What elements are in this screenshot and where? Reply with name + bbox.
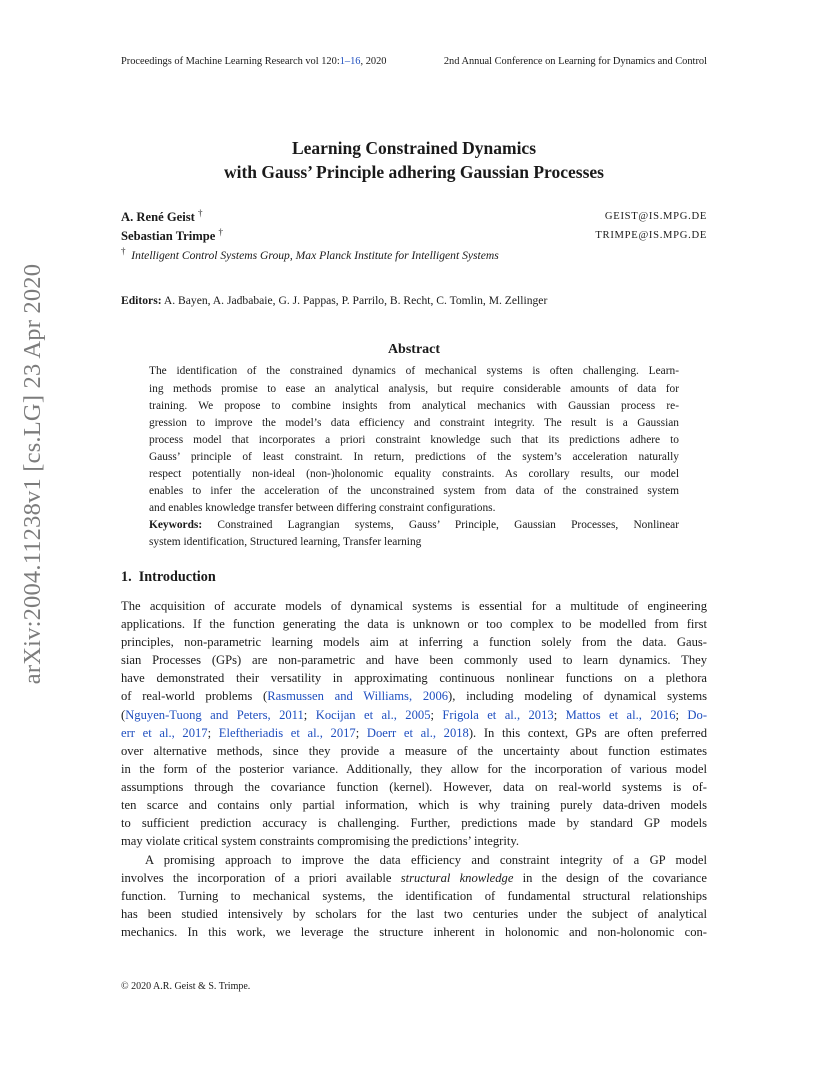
- citation-link[interactable]: Frigola et al., 2013: [442, 708, 554, 722]
- author-trimpe: Sebastian Trimpe †: [121, 227, 224, 244]
- abstract-line: process model that incorporates a priori constraint knowledge such that its predictions adhere to: [149, 434, 679, 446]
- body-line: to sufficient prediction accuracy is challenging. Further, predictions made by standard GP models: [121, 816, 707, 830]
- abstract-line: gression to improve the model’s data efficiency and constraint integrity. The result is a Gaussian: [149, 417, 679, 429]
- arxiv-identifier-stamp: arXiv:2004.11238v1 [cs.LG] 23 Apr 2020: [19, 263, 46, 685]
- abstract-line: respect potentially non-ideal (non-)holonomic equality constraints. As corollary results, our model: [149, 468, 679, 480]
- body-line: has been studied intensively by scholars for the last two centuries under the subject of analytical: [121, 907, 707, 921]
- citation-link[interactable]: Nguyen-Tuong and Peters, 2011: [125, 708, 304, 722]
- body-line: mechanics. In this work, we leverage the structure inherent in holonomic and non-holonomic con-: [121, 925, 707, 939]
- body-line: have demonstrated their versatility in approximating continuous nonlinear functions on a plethora: [121, 671, 707, 685]
- body-line: assumptions through the covariance function (kernel). However, data on real-world systems is of-: [121, 780, 707, 794]
- body-line: sian Processes (GPs) are non-parametric and have been commonly used to learn dynamics. They: [121, 653, 707, 667]
- citation-link[interactable]: Kocijan et al., 2005: [315, 708, 431, 722]
- body-line: err et al., 2017; Eleftheriadis et al., 2017; Doerr et al., 2018). In this context, GPs are often preferred: [121, 726, 708, 740]
- abstract-line: Gauss’ principle of least constraint. In return, predictions of the system’s acceleration naturally: [149, 451, 679, 463]
- email-trimpe[interactable]: TRIMPE@IS.MPG.DE: [595, 230, 707, 241]
- proceedings-info: Proceedings of Machine Learning Research vol 120:1–16, 2020: [121, 56, 387, 67]
- body-line: function. Turning to mechanical systems, the identification of fundamental structural relationships: [121, 889, 707, 903]
- conference-name: 2nd Annual Conference on Learning for Dynamics and Control: [443, 56, 707, 67]
- body-line: The acquisition of accurate models of dynamical systems is essential for a multitude of engineering: [121, 599, 707, 613]
- affiliation: † Intelligent Control Systems Group, Max Planck Institute for Intelligent Systems: [121, 246, 499, 262]
- abstract-line: and enables knowledge transfer between differing constraint configurations.: [149, 502, 496, 514]
- author-geist: A. René Geist †: [121, 208, 203, 225]
- abstract-heading: Abstract: [387, 342, 441, 357]
- abstract-line: ing methods promise to ease an analytical analysis, but require considerable amounts of data for: [149, 383, 679, 395]
- citation-link[interactable]: Do-: [687, 708, 708, 722]
- section-heading: 1. Introduction: [121, 569, 216, 585]
- body-line: of real-world problems (Rasmussen and Williams, 2006), including modeling of dynamical systems: [121, 689, 708, 703]
- citation-link[interactable]: err et al., 2017: [121, 726, 208, 740]
- abstract-line: training. We propose to combine insights from analytical mechanics with Gaussian process re-: [149, 400, 679, 412]
- body-line: (Nguyen-Tuong and Peters, 2011; Kocijan et al., 2005; Frigola et al., 2013; Mattos et al., 2016; Do-: [121, 708, 708, 722]
- citation-link[interactable]: Eleftheriadis et al., 2017: [218, 726, 356, 740]
- body-line: in the form of the posterior variance. Additionally, they allow for the incorporation of various model: [121, 762, 707, 776]
- citation-link[interactable]: Mattos et al., 2016: [565, 708, 676, 722]
- abstract-line: The identification of the constrained dynamics of mechanical systems is often challenging. Learn-: [149, 365, 679, 377]
- email-geist[interactable]: GEIST@IS.MPG.DE: [604, 211, 707, 222]
- keywords: Keywords: Constrained Lagrangian systems, Gauss’ Principle, Gaussian Processes, Nonlinear: [149, 519, 679, 531]
- running-header: [121, 56, 707, 67]
- body-line: A promising approach to improve the data efficiency and constraint integrity of a GP model: [145, 853, 707, 867]
- citation-link[interactable]: Doerr et al., 2018: [366, 726, 469, 740]
- page-range-link[interactable]: 1–16: [339, 56, 361, 67]
- body-line: involves the incorporation of a priori available structural knowledge in the design of the covariance: [121, 871, 707, 885]
- body-line: ten scarce and contains only partial information, which is why training purely data-driven models: [121, 798, 707, 812]
- body-line: over alternative methods, since they provide a measure of the uncertainty about function estimates: [121, 744, 707, 758]
- body-line: may violate critical system constraints compromising the predictions’ integrity.: [121, 834, 520, 848]
- editors: Editors: A. Bayen, A. Jadbabaie, G. J. Pappas, P. Parrilo, B. Recht, C. Tomlin, M. Zellinger: [121, 294, 548, 307]
- copyright-footer: © 2020 A.R. Geist & S. Trimpe.: [121, 981, 251, 992]
- body-line: applications. If the function generating the data is unknown or too complex to be modelled from first: [121, 617, 707, 631]
- abstract-line: enables to infer the acceleration of the unconstrained system from data of the constrained system: [149, 485, 679, 497]
- body-line: principles, non-parametric learning models aim at inferring a function solely from the data. Gaus-: [121, 635, 707, 649]
- citation-link[interactable]: Rasmussen and Williams, 2006: [267, 689, 449, 703]
- paper-title: Learning Constrained Dynamics with Gauss’ Principle adhering Gaussian Processes: [223, 138, 604, 182]
- keywords-cont: system identification, Structured learning, Transfer learning: [149, 536, 422, 548]
